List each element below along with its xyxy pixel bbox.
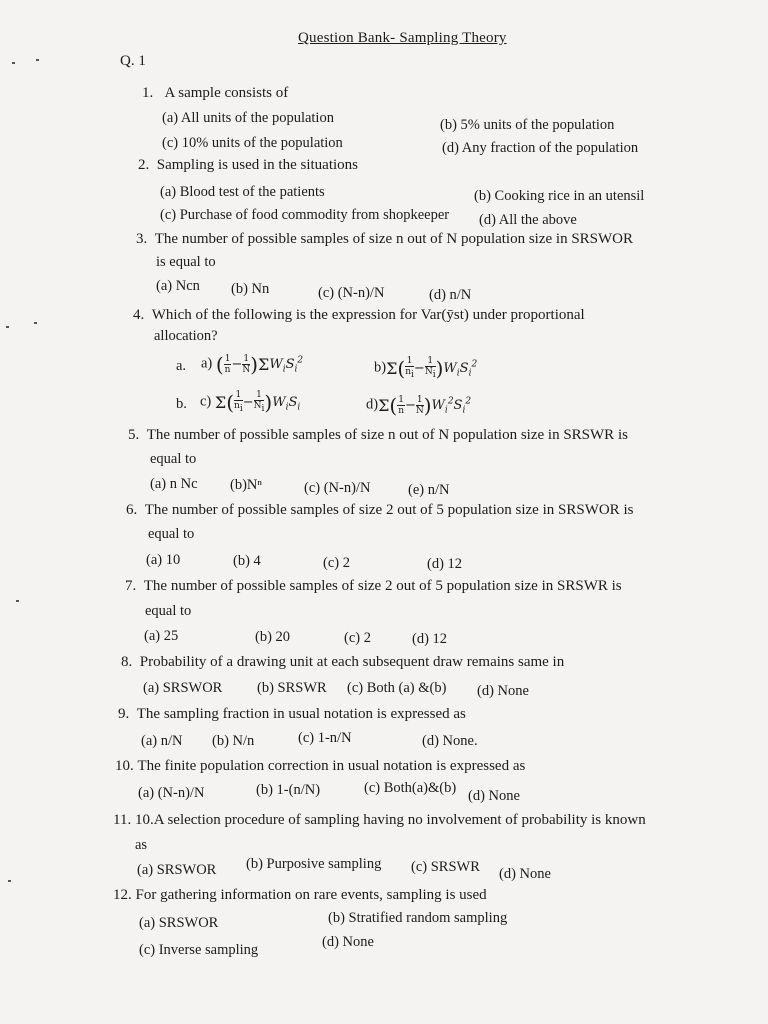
question-6 — [126, 502, 633, 519]
question-7 — [125, 578, 622, 595]
question-number: 12. — [113, 887, 132, 903]
option-c: (c) Inverse sampling — [139, 942, 259, 958]
option-a: (a) SRSWOR — [143, 680, 223, 696]
question-text: 10.A selection procedure of sampling having no involvement of probability is known — [134, 812, 646, 828]
option-d: (d) 12 — [412, 631, 448, 647]
option-d: (d) None — [468, 788, 520, 804]
question-8 — [121, 654, 564, 671]
option-c: (c) Both (a) &(b) — [347, 680, 447, 696]
question-text-continued: is equal to — [156, 254, 216, 270]
option-a: (a) 25 — [144, 628, 179, 644]
question-text: The number of possible samples of size n out of N population size in SRSWOR — [154, 231, 634, 247]
question-text: For gathering information on rare events, sampling is used — [135, 887, 487, 903]
option-b: b)Σ( $\frac{1}{n_i}$ − $\frac{1}{N_i}$ )$W_iS_i^2$ — [374, 356, 478, 380]
option-a: (a) All units of the population — [162, 110, 334, 126]
question-text: The number of possible samples of size 2 out of 5 population size in SRSWR is — [143, 578, 622, 594]
option-a: (a) 10 — [146, 552, 181, 568]
question-text-continued: equal to — [150, 451, 197, 467]
scan-speck — [6, 326, 9, 328]
question-text: Sampling is used in the situations — [156, 157, 358, 173]
question-number: 4. — [133, 307, 145, 323]
option-c: (c) (N-n)/N — [318, 285, 385, 301]
option-letter: c) — [200, 393, 212, 410]
question-text: The number of possible samples of size n out of N population size in SRSWR is — [146, 427, 628, 443]
question-10 — [115, 758, 525, 775]
option-b: (b) 4 — [233, 553, 261, 569]
scan-speck — [8, 880, 11, 882]
option-b: (b) SRSWR — [257, 680, 327, 696]
option-c: (c) 10% units of the population — [162, 135, 343, 151]
question-number: 6. — [126, 502, 138, 518]
option-d: (d) None. — [422, 733, 478, 749]
question-text-continued: allocation? — [154, 328, 218, 344]
option-b: (b) 5% units of the population — [440, 117, 615, 133]
option-c: (c) (N-n)/N — [304, 480, 371, 496]
option-letter: a) — [201, 355, 213, 372]
option-b: (b) N/n — [212, 733, 255, 749]
question-number: 9. — [118, 706, 130, 722]
question-4 — [133, 307, 585, 324]
section-label: Q. 1 — [120, 53, 146, 69]
question-number: 3. — [136, 231, 148, 247]
row-label-a: a. — [176, 358, 187, 374]
question-text: The finite population correction in usual notation is expressed as — [137, 758, 526, 774]
question-number: 10. — [115, 758, 134, 774]
question-11 — [113, 812, 646, 829]
question-text: The number of possible samples of size 2 out of 5 population size in SRSWOR is — [144, 502, 634, 518]
option-c: (c) Both(a)&(b) — [364, 780, 457, 796]
question-number: 7. — [125, 578, 137, 594]
question-9 — [118, 706, 466, 723]
row-label-b: b. — [176, 396, 187, 412]
option-a: (a) Ncn — [156, 278, 200, 294]
scan-speck — [36, 59, 39, 61]
option-c: (c) 2 — [344, 630, 371, 646]
question-1 — [142, 85, 288, 102]
option-b: (b) Purposive sampling — [246, 856, 382, 872]
question-number: 2. — [138, 157, 150, 173]
option-b: (b) 20 — [255, 629, 291, 645]
option-a: (a) (N-n)/N — [138, 785, 205, 801]
option-a: (a) n Nc — [150, 476, 198, 492]
option-a: (a) n/N — [141, 733, 183, 749]
option-d: (d) n/N — [429, 287, 472, 303]
option-b: (b)Nⁿ — [230, 477, 262, 493]
page-title: Question Bank- Sampling Theory — [298, 30, 507, 46]
option-c: (c) SRSWR — [411, 859, 480, 875]
option-a: a) ( $\frac{1}{n}$ − $\frac{1}{N}$ )$\Sigma W_iS_i^2$ — [201, 352, 304, 376]
option-c: (c) Purchase of food commodity from shopkeeper — [160, 207, 450, 223]
question-number: 11. — [113, 812, 132, 828]
scan-speck — [16, 600, 19, 602]
question-text: The sampling fraction in usual notation is expressed as — [136, 706, 466, 722]
option-b: (b) Cooking rice in an utensil — [474, 188, 645, 204]
question-5 — [128, 427, 628, 444]
option-d: d)Σ( $\frac{1}{n}$ − $\frac{1}{N}$ )$W_i^2S_i^2$ — [366, 393, 472, 417]
option-d: (d) Any fraction of the population — [442, 140, 639, 156]
option-a: (a) SRSWOR — [139, 915, 219, 931]
option-d: (d) None — [499, 866, 551, 882]
option-c: c) Σ( $\frac{1}{n_i}$ − $\frac{1}{N_i}$ )$W_iS_i$ — [200, 390, 301, 414]
question-text-continued: equal to — [145, 603, 192, 619]
option-letter: b) — [374, 359, 387, 376]
option-b: (b) Nn — [231, 281, 270, 297]
question-number: 1. — [142, 85, 154, 101]
option-c: (c) 2 — [323, 555, 350, 571]
question-text: Probability of a drawing unit at each subsequent draw remains same in — [139, 654, 565, 670]
option-a: (a) Blood test of the patients — [160, 184, 325, 200]
option-d: (d) None — [322, 934, 374, 950]
option-d: (d) All the above — [479, 212, 577, 228]
question-text: A sample consists of — [164, 85, 289, 101]
question-number: 5. — [128, 427, 140, 443]
question-text-continued: equal to — [148, 526, 195, 542]
option-a: (a) SRSWOR — [137, 862, 217, 878]
scan-speck — [34, 322, 37, 324]
question-12 — [113, 887, 487, 904]
option-b: (b) Stratified random sampling — [328, 910, 508, 926]
question-2 — [138, 157, 358, 174]
question-text: Which of the following is the expression for Var(ȳst) under proportional — [151, 307, 585, 323]
option-d: (d) 12 — [427, 556, 463, 572]
scan-speck — [12, 62, 15, 64]
option-c: (c) 1-n/N — [298, 730, 352, 746]
question-text-continued: as — [135, 837, 148, 853]
question-3 — [136, 231, 633, 248]
option-d: (e) n/N — [408, 482, 450, 498]
option-b: (b) 1-(n/N) — [256, 782, 321, 798]
option-letter: d) — [366, 396, 379, 413]
option-d: (d) None — [477, 683, 529, 699]
question-number: 8. — [121, 654, 133, 670]
